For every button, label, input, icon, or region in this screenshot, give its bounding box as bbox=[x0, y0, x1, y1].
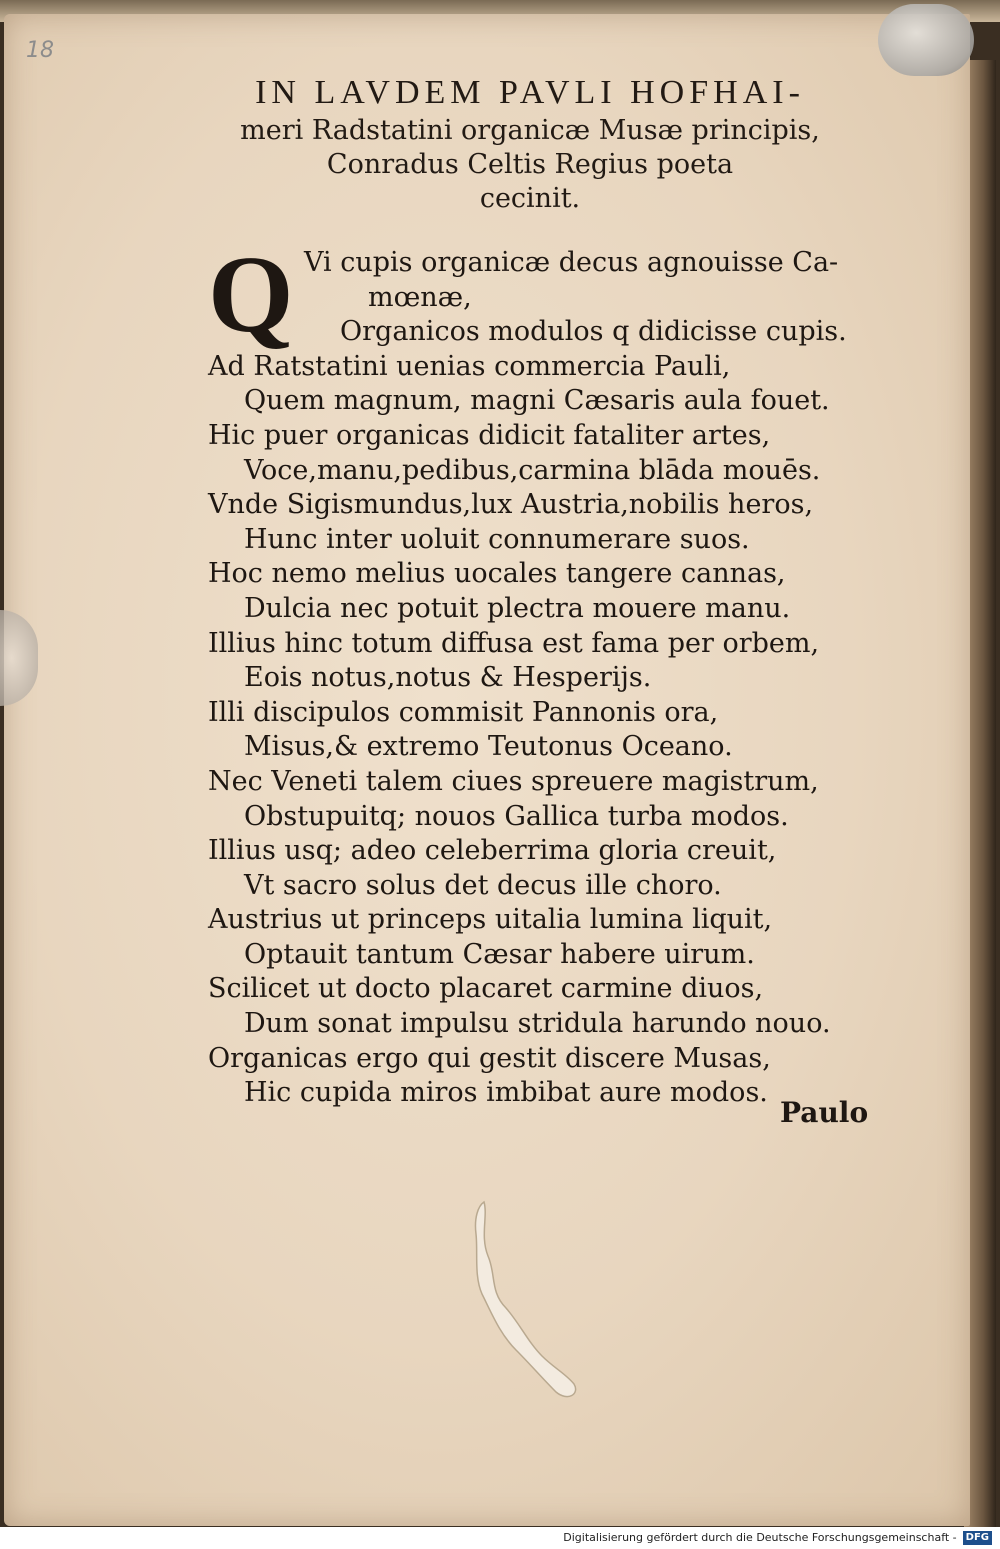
poem-line: Voce,manu,pedibus,carmina blāda mouēs. bbox=[244, 454, 821, 486]
title-line-1: IN LAVDEM PAVLI HOFHAI- bbox=[255, 74, 805, 111]
catchword: Paulo bbox=[780, 1096, 869, 1129]
poem-line: Organicos modulos q didicisse cupis. bbox=[340, 316, 847, 348]
poem-title bbox=[180, 72, 880, 216]
digitization-footer bbox=[0, 1527, 1000, 1549]
poem-line: Vnde Sigismundus,lux Austria,nobilis heros, bbox=[208, 489, 814, 521]
poem-line: Optauit tantum Cæsar habere uirum. bbox=[244, 938, 755, 970]
folio-number: 18 bbox=[26, 38, 54, 63]
poem-line: Vt sacro solus det decus ille choro. bbox=[244, 869, 722, 901]
poem-line: Illius usq; adeo celeberrima gloria creuit, bbox=[208, 835, 777, 867]
poem-line: Eois notus,notus & Hesperijs. bbox=[244, 662, 652, 694]
poem-line: Illius hinc totum diffusa est fama per orbem, bbox=[208, 627, 820, 659]
poem-line: Hic puer organicas didicit fataliter artes, bbox=[208, 419, 771, 451]
title-line-3: Conradus Celtis Regius poeta bbox=[326, 149, 734, 180]
poem-body bbox=[208, 233, 878, 1111]
poem-line: Dum sonat impulsu stridula harundo nouo. bbox=[244, 1008, 831, 1040]
poem-line: Vi cupis organicæ decus agnouisse Ca- bbox=[304, 247, 839, 278]
footer-text: Digitalisierung gefördert durch die Deutsche Forschungsgemeinschaft - bbox=[563, 1531, 957, 1544]
poem-line: Scilicet ut docto placaret carmine diuos, bbox=[208, 973, 764, 1005]
poem-line: Dulcia nec potuit plectra mouere manu. bbox=[244, 592, 791, 624]
poem-line: Nec Veneti talem ciues spreuere magistrum, bbox=[208, 765, 819, 797]
title-line-2: meri Radstatini organicæ Musæ principis, bbox=[240, 115, 820, 146]
poem-line: Hoc nemo melius uocales tangere cannas, bbox=[208, 558, 786, 590]
drop-cap-initial: Q bbox=[208, 233, 294, 355]
poem-line: Ad Ratstatini uenias commercia Pauli, bbox=[208, 350, 731, 382]
wormhole-damage bbox=[470, 1196, 590, 1406]
poem-line: Quem magnum, magni Cæsaris aula fouet. bbox=[244, 385, 830, 417]
poem-line: Austrius ut princeps uitalia lumina liquit, bbox=[208, 904, 773, 936]
page-clip bbox=[878, 4, 974, 76]
poem-line: Hunc inter uoluit connumerare suos. bbox=[244, 523, 750, 555]
poem-line: Organicas ergo qui gestit discere Musas, bbox=[208, 1042, 771, 1074]
poem-line: Obstupuitq; nouos Gallica turba modos. bbox=[244, 800, 789, 832]
poem-line: mœnæ, bbox=[368, 281, 472, 313]
dfg-logo: DFG bbox=[963, 1531, 992, 1545]
poem-line: Hic cupida miros imbibat aure modos. bbox=[244, 1077, 768, 1109]
title-line-4: cecinit. bbox=[479, 183, 581, 214]
poem-line: Misus,& extremo Teutonus Oceano. bbox=[244, 731, 733, 763]
poem-line: Illi discipulos commisit Pannonis ora, bbox=[208, 696, 719, 728]
